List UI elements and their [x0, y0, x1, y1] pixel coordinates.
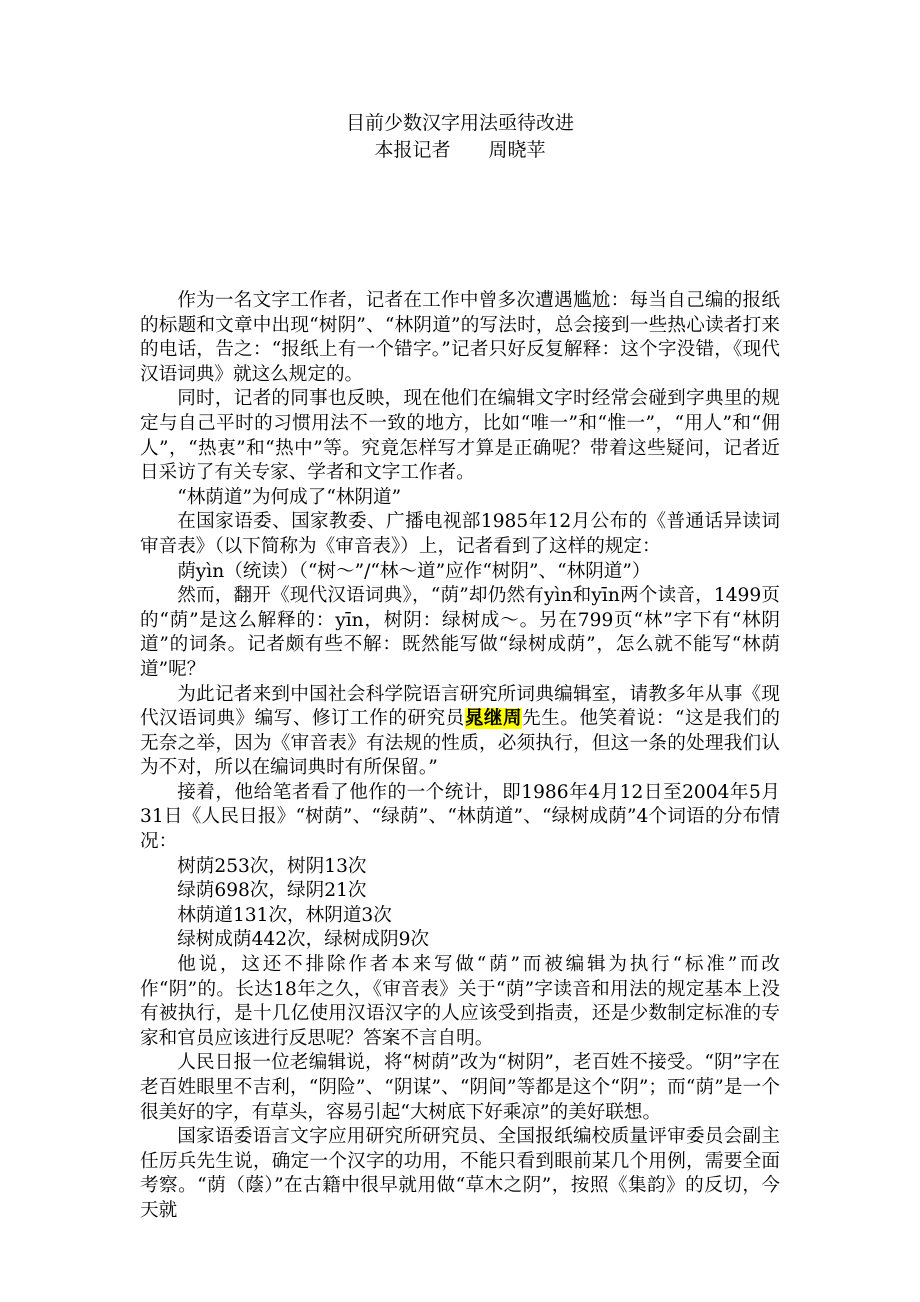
paragraph-9: 人民日报一位老编辑说，将“树荫”改为“树阴”，老百姓不接受。“阴”字在老百姓眼里不吉利，“阴险”、“阴谋”、“阴间”等都是这个“阴”；而“荫”是一个很美好的字，有草头，容易引起“大树底下好乘凉”的美好联想。 — [140, 1052, 780, 1123]
paragraph-6-after: 先生。他笑着说：“这是我们的无奈之举，因为《审音表》有法规的性质，必须执行，但这一条的处理我们认为不对，所以在编词典时有所保留。” — [140, 708, 780, 779]
stat-line: 林荫道131次，林阴道3次 — [177, 904, 392, 926]
paragraph-5: 然而，翻开《现代汉语词典》，“荫”却仍然有yìn和yīn两个读音，1499页的“荫”是这么解释的：yīn，树阴：绿树成～。另在799页“林”字下有“林阴道”的词条。记者颇有些不解：既然能写做“绿树成荫”，怎么就不能写“林荫道”呢？ — [140, 585, 780, 680]
paragraph-3: 在国家语委、国家教委、广播电视部1985年12月公布的《普通话异读词审音表》（以下简称为《审音表》）上，记者看到了这样的规定： — [140, 511, 780, 557]
paragraph-8: 他说，这还不排除作者本来写做“荫”而被编辑为执行“标准”而改作“阴”的。长达18年之久，《审音表》关于“荫”字读音和用法的规定基本上没有被执行，是十几亿使用汉语汉字的人应该受到指责，还是少数制定标准的专家和官员应该进行反思呢？答案不言自明。 — [140, 954, 780, 1049]
stat-line: 绿树成荫442次，绿树成阴9次 — [177, 929, 430, 951]
stat-line: 绿荫698次，绿阴21次 — [177, 880, 367, 902]
byline — [0, 137, 920, 164]
paragraph-7: 接着，他给笔者看了他作的一个统计，即1986年4月12日至2004年5月31日《人民日报》“树荫”、“绿荫”、“林荫道”、“绿树成荫”4个词语的分布情况： — [140, 781, 780, 853]
highlighted-name: 晁继周 — [464, 708, 523, 730]
article-body — [140, 289, 780, 1224]
paragraph-4: 荫yìn（统读）（“树～”/“林～道”应作“树阴”、“林阴道”） — [177, 560, 651, 582]
paragraph-10: 国家语委语言文字应用研究所研究员、全国报纸编校质量评审委员会副主任厉兵先生说，确定一个汉字的功用，不能只看到眼前某几个用例，需要全面考察。“荫（蔭）”在古籍中很早就用做“草木之阴”，按照《集韵》的反切，今天就 — [140, 1126, 780, 1221]
paragraph-6 — [140, 683, 780, 781]
paragraph-6-before: 为此记者来到中国社会科学院语言研究所词典编辑室，请教多年从事《现代汉语词典》编写、修订工作的研究员 — [140, 683, 780, 730]
article-header — [0, 110, 920, 164]
author-name: 周晓苹 — [488, 139, 546, 161]
paragraph-1: 作为一名文字工作者，记者在工作中曾多次遭遇尴尬：每当自己编的报纸的标题和文章中出现“树阴”、“林阴道”的写法时，总会接到一些热心读者打来的电话，告之：“报纸上有一个错字。”记者只好反复解释：这个字没错，《现代汉语词典》就这么规定的。 — [140, 290, 780, 385]
section-subhead: “林荫道”为何成了“林阴道” — [177, 486, 402, 508]
paragraph-2: 同时，记者的同事也反映，现在他们在编辑文字时经常会碰到字典里的规定与自己平时的习惯用法不一致的地方，比如“唯一”和“惟一”，“用人”和“佣人”，“热衷”和“热中”等。究竟怎样写才算是正确呢？带着这些疑问，记者近日采访了有关专家、学者和文字工作者。 — [140, 388, 780, 484]
byline-label: 本报记者 — [374, 139, 451, 161]
article-title: 目前少数汉字用法亟待改进 — [345, 112, 574, 134]
stat-line: 树荫253次，树阴13次 — [177, 855, 367, 877]
